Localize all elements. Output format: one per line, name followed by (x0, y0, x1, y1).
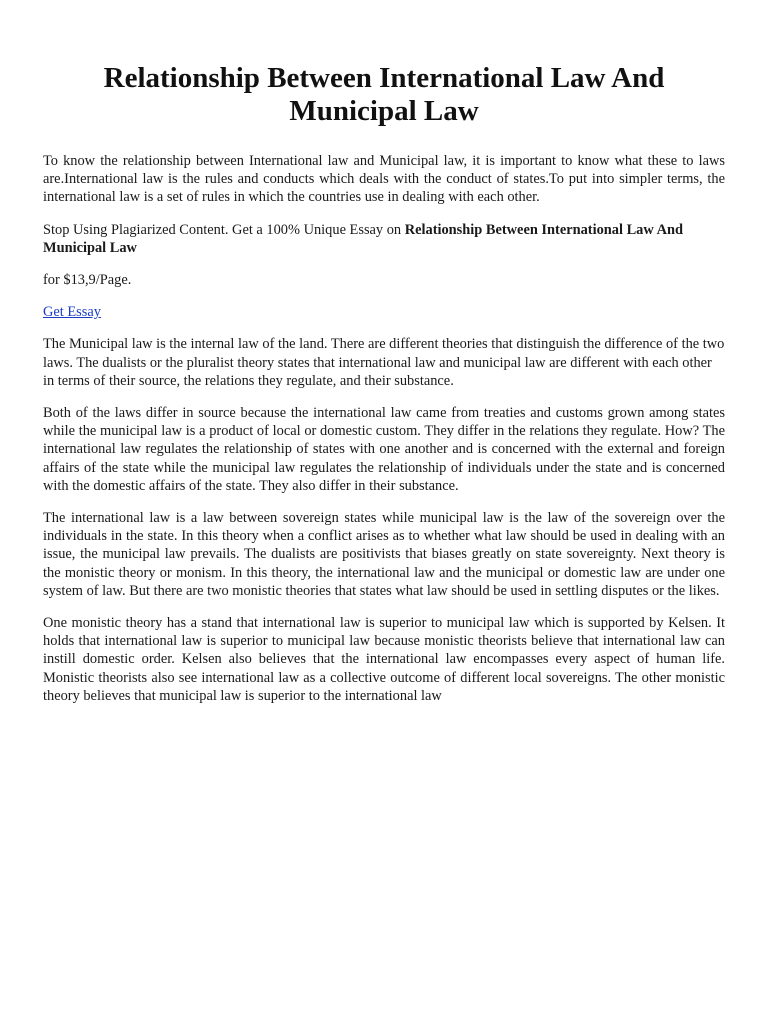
get-essay-link[interactable]: Get Essay (43, 304, 101, 321)
price-text: for $13,9/Page. (43, 272, 132, 289)
body-paragraph-4: One monistic theory has a stand that international law is superior to municipal law which is supported by Kelsen. It holds that international law is superior to municipal law because monistic theorists believe that international law can instill domestic order. Kelsen also believes that the international law encompasses every aspect of human life. Monistic theorists also see international law as a collective outcome of different local sovereigns. The other monistic theory believes that municipal law is superior to the international law (43, 615, 725, 704)
intro-paragraph: To know the relationship between International law and Municipal law, it is important to know what these to laws are.International law is the rules and conducts which deals with the conduct of states.To put into simpler terms, the international law is a set of rules in which the countries use in dealing with each other. (43, 153, 725, 206)
promo-paragraph (43, 221, 725, 257)
promo-essay-title: Relationship Between International Law And Municipal Law (43, 221, 683, 256)
cta-paragraph (43, 303, 725, 321)
body-paragraph-3: The international law is a law between sovereign states while municipal law is the law of the sovereign over the individuals in the state. In this theory when a conflict arises as to whether what law should be used in dealing with an issue, the municipal law prevails. The dualists are positivists that biases greatly on state sovereignty. Next theory is the monistic theory or monism. In this theory, the international law and the municipal or domestic law are under one system of law. But there are two monistic theories that states what law should be used in settling disputes or the likes. (43, 510, 725, 599)
body-paragraph-1: The Municipal law is the internal law of the land. There are different theories that distinguish the difference of the two laws. The dualists or the pluralist theory states that international law and municipal law are different with each other in terms of their source, the relations they regulate, and their substance. (43, 336, 725, 389)
body-paragraph-2: Both of the laws differ in source because the international law came from treaties and customs grown among states while the municipal law is a product of local or domestic custom. They differ in the relations they regulate. How? The international law regulates the relationship of states with one another and is concerned with the external and foreign affairs of the state while the municipal law regulates the relationship of individuals under the state and is concerned with the domestic affairs of the state. They also differ in their substance. (43, 405, 725, 494)
page-title: Relationship Between International Law And Municipal Law (103, 62, 665, 127)
promo-text: Stop Using Plagiarized Content. Get a 100% Unique Essay on (43, 221, 405, 238)
